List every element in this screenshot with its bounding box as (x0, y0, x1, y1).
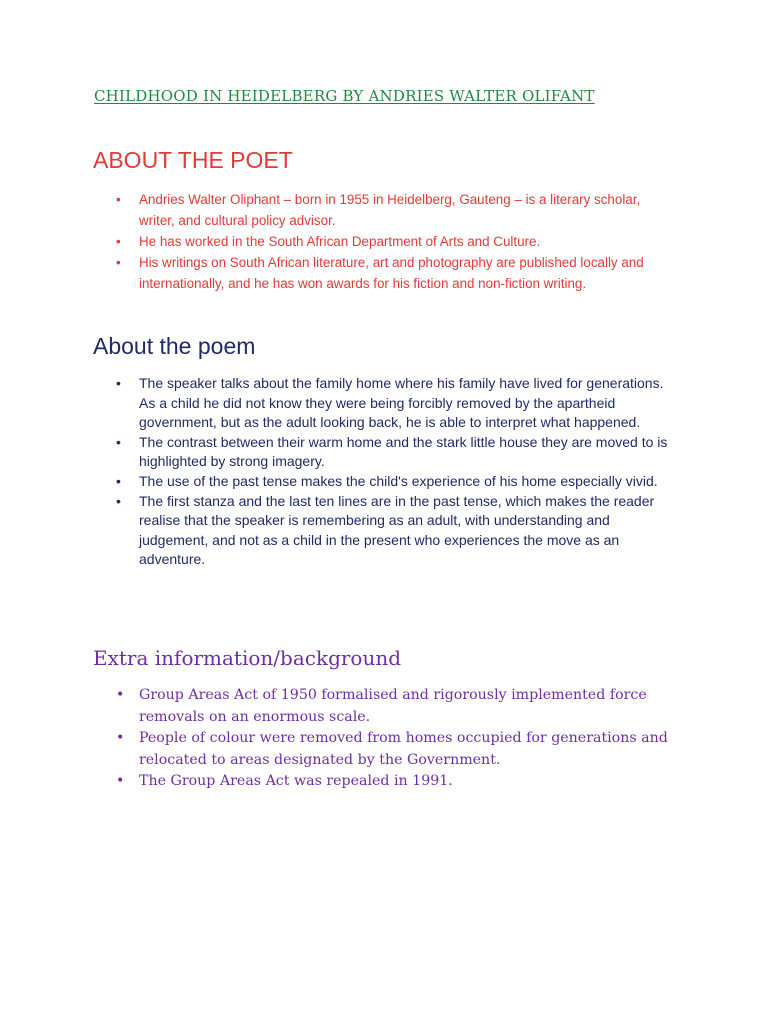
list-item: • The contrast between their warm home and the stark little house they are moved to is highlighted by strong imagery. (139, 433, 679, 472)
list-item: • The first stanza and the last ten lines are in the past tense, which makes the reader realise that the speaker is remembering as an adult, with understanding and judgement, and not as a child in the present who experiences the move as an adventure. (139, 492, 679, 570)
list-item: • The use of the past tense makes the child's experience of his home especially vivid. (139, 472, 679, 492)
extra-info-heading: Extra information/background (93, 646, 402, 670)
about-poet-heading: ABOUT THE POET (93, 147, 293, 173)
list-item: • The Group Areas Act was repealed in 1991. (139, 771, 699, 793)
about-poem-heading: About the poem (93, 333, 256, 359)
list-item: • He has worked in the South African Department of Arts and Culture. (139, 231, 679, 252)
list-item: • Group Areas Act of 1950 formalised and rigorously implemented force removals on an enormous scale. (139, 685, 699, 728)
list-item: • His writings on South African literature, art and photography are published locally and internationally, and he has won awards for his fiction and non-fiction writing. (139, 252, 679, 294)
list-item: • The speaker talks about the family home where his family have lived for generations. As a child he did not know they were being forcibly removed by the apartheid government, but as the adult looking back, he is able to interpret what happened. (139, 374, 679, 433)
about-poet-list (139, 189, 679, 294)
list-item: • People of colour were removed from homes occupied for generations and relocated to areas designated by the Government. (139, 728, 699, 771)
document-title: CHILDHOOD IN HEIDELBERG BY ANDRIES WALTER OLIFANT (94, 87, 595, 105)
about-poem-list (139, 374, 679, 570)
extra-info-list (139, 685, 699, 793)
list-item: • Andries Walter Oliphant – born in 1955 in Heidelberg, Gauteng – is a literary scholar, writer, and cultural policy advisor. (139, 189, 679, 231)
